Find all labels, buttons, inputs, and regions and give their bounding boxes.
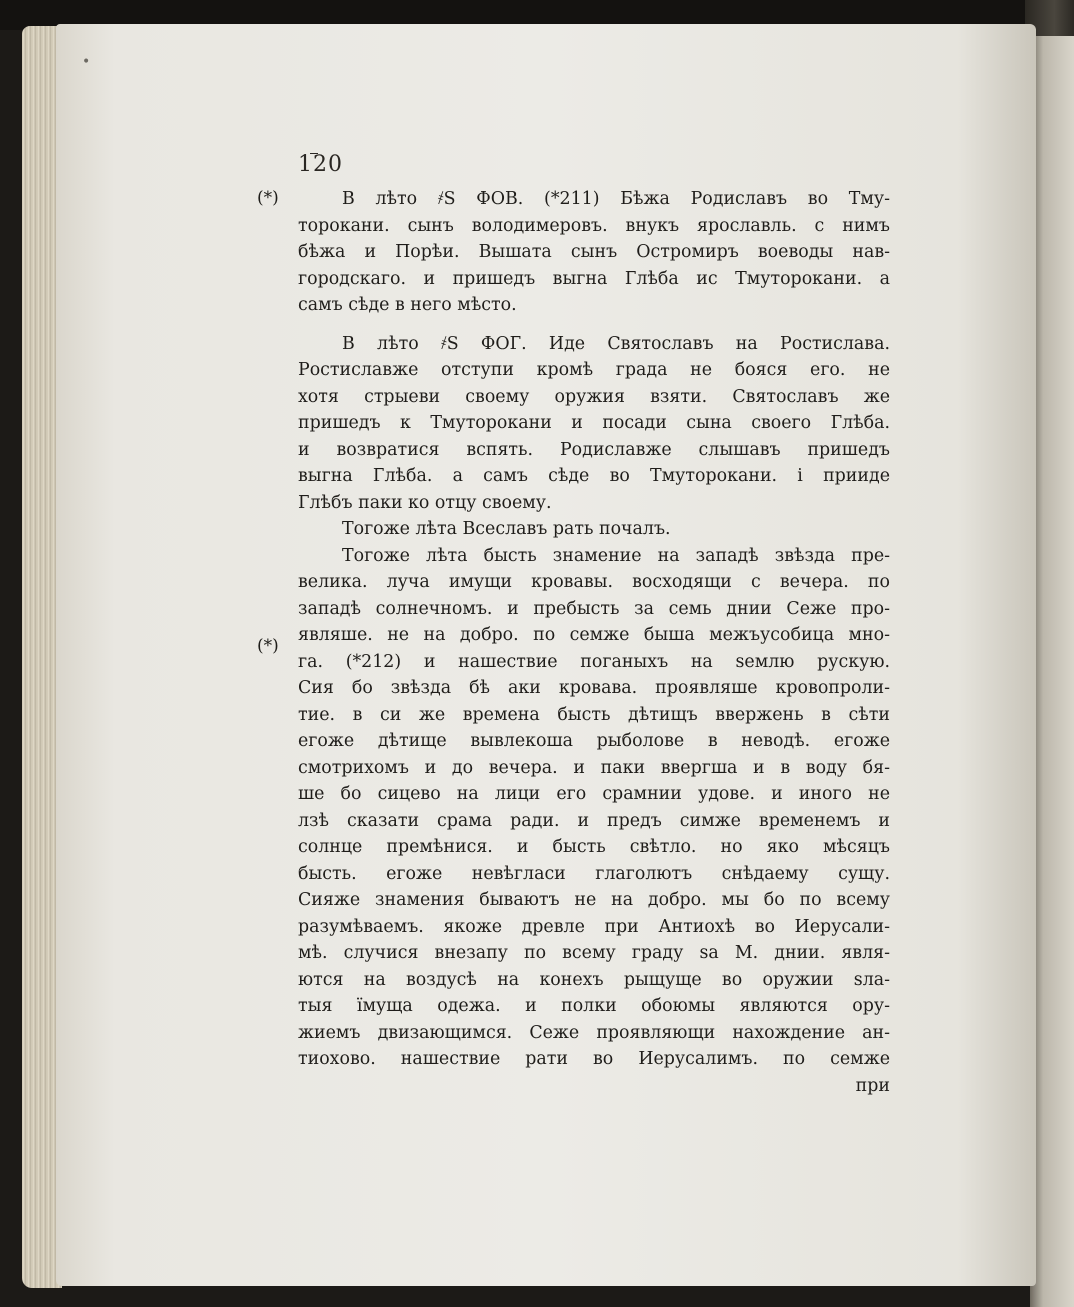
- text-line: тие. в си же времена бысть дѣтищъ ввержень в сѣти: [298, 704, 890, 725]
- text-line: и возвратися вспять. Родиславже слышавъ пришедъ: [298, 439, 890, 460]
- text-line: В лѣто ҂Ѕ ФОВ. (*211) Бѣжа Родиславъ во Тму-: [342, 189, 890, 209]
- text-line: бысть. егоже невѣгласи глаголютъ снѣдаему сущу.: [298, 863, 890, 884]
- page-text: [298, 186, 890, 1099]
- footnote-marker: (*): [257, 636, 279, 656]
- text-line: солнце премѣнися. и бысть свѣтло. но яко мѣсяцъ: [298, 837, 890, 857]
- text-line: ются на воздусѣ на конехъ рыщуще во оружии ѕла-: [298, 969, 890, 990]
- text-line: самъ сѣде в него мѣсто.: [298, 295, 517, 315]
- text-line: выгна Глѣба. а самъ сѣде во Тмуторокани. і прииде: [298, 466, 890, 486]
- text-line: городскаго. и пришедъ выгна Глѣба ис Тмуторокани. а: [298, 268, 890, 289]
- text-line: Сия бо звѣзда бѣ аки кровава. проявляше кровопроли-: [298, 678, 890, 698]
- text-line: тыя їмуща одежа. и полки обоюмы являются ору-: [298, 996, 890, 1016]
- text-line: бѣжа и Порѣи. Вышата сынъ Остромиръ воеводы нав-: [298, 242, 890, 262]
- stray-mark: •: [82, 54, 91, 70]
- text-line: мѣ. случися внезапу по всему граду ѕа М. днии. явля-: [298, 943, 890, 963]
- text-line: егоже дѣтище вывлекоша рыболове в неводѣ. егоже: [298, 731, 890, 751]
- text-line: тиохово. нашествие рати во Иерусалимъ. по семже: [298, 1049, 890, 1069]
- text-line: торокани. сынъ володимеровъ. внукъ ярославль. с нимъ: [298, 215, 890, 236]
- text-line: Глѣбъ паки ко отцу своему.: [298, 492, 552, 513]
- text-line: В лѣто ҂Ѕ ФОГ. Иде Святославъ на Ростислава.: [342, 333, 890, 354]
- next-page-edge: [1030, 36, 1074, 1307]
- page-number: 120: [298, 152, 343, 177]
- text-line: Тогоже лѣта Всеславъ рать почалъ.: [342, 519, 671, 539]
- text-line: хотя стрыеви своему оружия взяти. Святославъ же: [298, 386, 890, 407]
- text-line: западѣ солнечномъ. и пребысть за семь днии Сеже про-: [298, 598, 890, 619]
- text-line: га. (*212) и нашествие поганыхъ на ѕемлю рускую.: [298, 651, 890, 672]
- text-line: лзѣ сказати срама ради. и предъ симже временемъ и: [298, 810, 890, 831]
- text-line: смотрихомъ и до вечера. и паки ввергша и в воду бя-: [298, 757, 890, 778]
- footnote-marker: (*): [257, 188, 279, 208]
- text-line: Тогоже лѣта бысть знамение на западѣ звѣзда пре-: [342, 545, 890, 566]
- text-line: Ростиславже отступи кромѣ града не бояся его. не: [298, 360, 890, 380]
- catchword: при: [855, 1075, 890, 1096]
- text-line: пришедъ к Тмуторокани и посади сына своего Глѣба.: [298, 413, 890, 433]
- text-line: являше. не на добро. по семже быша межъусобица мно-: [298, 625, 890, 645]
- text-line: ше бо сицево на лици его срамнии удове. и иного не: [298, 784, 890, 804]
- text-line: велика. луча имущи кровавы. восходящи с вечера. по: [298, 572, 890, 592]
- text-line: Сияже знамения бываютъ не на добро. мы бо по всему: [298, 890, 890, 910]
- text-line: разумѣваемъ. якоже древле при Антиохѣ во Иерусали-: [298, 916, 890, 937]
- text-line: жиемъ двизающимся. Сеже проявляющи нахождение ан-: [298, 1022, 890, 1043]
